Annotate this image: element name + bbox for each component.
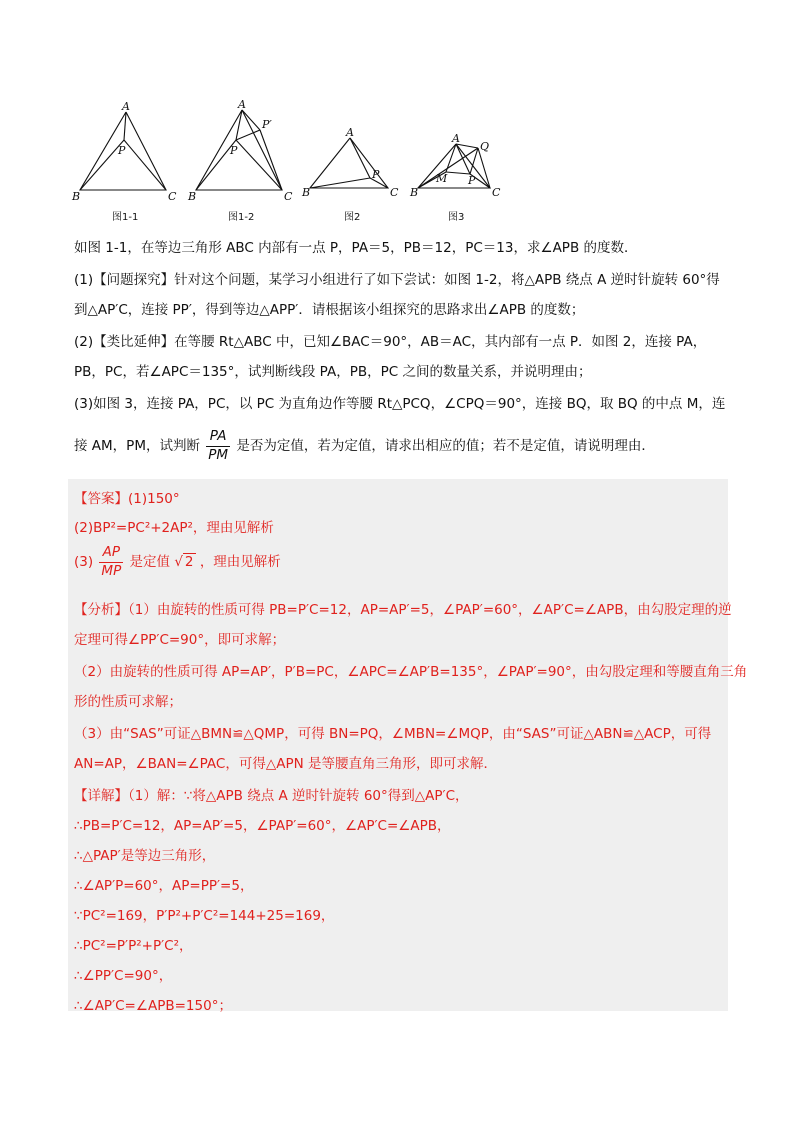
question-line-1: 如图 1-1，在等边三角形 ABC 内部有一点 P，PA＝5，PB＝12，PC＝13，求∠APB 的度数． xyxy=(74,240,638,256)
fraction-pa-pm xyxy=(206,430,230,462)
answer-3-pre: (3) xyxy=(74,554,94,570)
detail-line-4: ∴∠AP′P=60°，AP=PP′=5， xyxy=(74,878,254,894)
label-fig3-B: B xyxy=(302,186,311,199)
label-fig4-C: C xyxy=(492,186,501,199)
geometry-figures xyxy=(70,98,510,224)
label-fig1-A: A xyxy=(122,100,130,113)
detail-line-5: ∵PC²=169，P′P²+P′C²=144+25=169， xyxy=(74,908,335,924)
answer-line-1: 【答案】(1)150° xyxy=(74,491,180,507)
fraction-numerator: AP xyxy=(99,546,123,563)
label-fig4-M: M xyxy=(436,172,448,185)
label-fig1-B: B xyxy=(72,190,81,203)
question-line-6: (3)如图 3，连接 PA，PC，以 PC 为直角边作等腰 Rt△PCQ，∠CPQ＝90°，连接 BQ，取 BQ 的中点 M，连 xyxy=(74,396,726,412)
label-fig3-C: C xyxy=(390,186,399,199)
question-line-7-post: 是否为定值，若为定值，请求出相应的值；若不是定值，请说明理由． xyxy=(236,438,655,454)
caption-fig1: 图1-1 xyxy=(112,212,139,223)
question-line-4: (2)【类比延伸】在等腰 Rt△ABC 中，已知∠BAC＝90°，AB＝AC，其内部有一点 P．如图 2，连接 PA， xyxy=(74,334,707,350)
answer-line-3 xyxy=(74,546,734,578)
label-fig2-Pp: P′ xyxy=(262,118,272,131)
caption-fig3: 图2 xyxy=(344,212,361,223)
caption-fig4: 图3 xyxy=(448,212,465,223)
fraction-numerator: PA xyxy=(206,430,230,447)
detail-line-6: ∴PC²=P′P²+P′C²， xyxy=(74,938,193,954)
detail-line-1: 【详解】（1）解：∵将△APB 绕点 A 逆时针旋转 60°得到△AP′C， xyxy=(74,788,469,804)
detail-line-8: ∴∠AP′C=∠APB=150°； xyxy=(74,998,232,1014)
detail-line-7: ∴∠PP′C=90°， xyxy=(74,968,173,984)
fraction-ap-mp xyxy=(99,546,123,578)
question-line-5: PB，PC，若∠APC＝135°，试判断线段 PA，PB，PC 之间的数量关系，并说明理由； xyxy=(74,364,592,380)
fraction-denominator: MP xyxy=(101,562,122,579)
label-fig4-A: A xyxy=(452,132,460,145)
fraction-denominator: PM xyxy=(208,446,229,463)
label-fig2-A: A xyxy=(238,98,246,111)
analysis-line-5: （3）由“SAS”可证△BMN≌△QMP，可得 BN=PQ，∠MBN=∠MQP，由“SAS”可证△ABN≌△ACP，可得 xyxy=(74,726,712,742)
analysis-line-4: 形的性质可求解； xyxy=(74,694,182,710)
question-line-2: (1)【问题探究】针对这个问题，某学习小组进行了如下尝试：如图 1-2，将△APB 绕点 A 逆时针旋转 60°得 xyxy=(74,272,720,288)
label-fig4-B: B xyxy=(410,186,419,199)
detail-line-3: ∴△PAP′是等边三角形， xyxy=(74,848,216,864)
question-line-3: 到△AP′C，连接 PP′，得到等边△APP′．请根据该小组探究的思路求出∠APB 的度数； xyxy=(74,302,585,318)
label-fig2-P: P xyxy=(230,144,238,157)
label-fig3-A: A xyxy=(346,126,354,139)
label-fig3-P: P xyxy=(372,168,380,181)
label-fig2-B: B xyxy=(188,190,197,203)
label-fig2-C: C xyxy=(284,190,293,203)
caption-fig2: 图1-2 xyxy=(228,212,255,223)
label-fig4-P: P xyxy=(468,174,476,187)
analysis-line-2: 定理可得∠PP′C=90°，即可求解； xyxy=(74,632,286,648)
question-line-7-pre: 接 AM，PM，试判断 xyxy=(74,438,200,454)
answer-3-post: ，理由见解析 xyxy=(199,554,281,570)
question-line-7 xyxy=(74,430,734,462)
analysis-line-6: AN=AP，∠BAN=∠PAC，可得△APN 是等腰直角三角形，即可求解． xyxy=(74,756,497,772)
sqrt-radicand: 2 xyxy=(184,554,194,570)
analysis-line-1: 【分析】（1）由旋转的性质可得 PB=P′C=12，AP=AP′=5，∠PAP′=60°，∠AP′C=∠APB，由勾股定理的逆 xyxy=(74,602,732,618)
answer-3-mid: 是定值 xyxy=(129,554,171,570)
label-fig1-C: C xyxy=(168,190,177,203)
sqrt-expression: √ 2 xyxy=(174,554,194,570)
figure-row xyxy=(70,98,510,224)
detail-line-2: ∴PB=P′C=12，AP=AP′=5，∠PAP′=60°，∠AP′C=∠APB， xyxy=(74,818,451,834)
analysis-line-3: （2）由旋转的性质可得 AP=AP′，P′B=PC，∠APC=∠AP′B=135°，∠PAP′=90°，由勾股定理和等腰直角三角 xyxy=(74,664,748,680)
answer-line-2: (2)BP²=PC²+2AP²，理由见解析 xyxy=(74,520,274,536)
label-fig4-Q: Q xyxy=(480,140,490,153)
label-fig1-P: P xyxy=(118,144,126,157)
